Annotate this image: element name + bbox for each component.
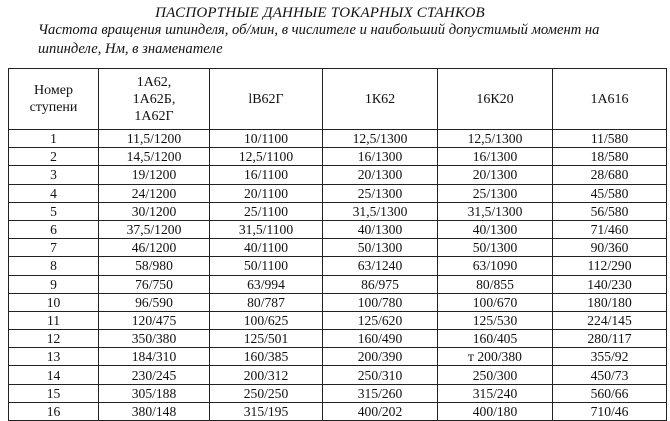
cell-1a62: 24/1200 — [99, 184, 210, 202]
table-row — [9, 130, 667, 148]
cell-1v62g: 16/1100 — [210, 166, 323, 184]
header-step-line-2: ступени — [29, 100, 78, 115]
cell-1a62: 19/1200 — [99, 166, 210, 184]
table-row — [9, 202, 667, 220]
cell-step: 2 — [9, 148, 99, 166]
cell-1k62: 200/390 — [323, 348, 438, 366]
cell-step: 1 — [9, 130, 99, 148]
cell-1a616: 18/580 — [553, 148, 667, 166]
table-row — [9, 402, 667, 420]
cell-1a62: 350/380 — [99, 330, 210, 348]
cell-1a62: 11,5/1200 — [99, 130, 210, 148]
subtitle — [38, 21, 638, 59]
cell-1a616: 90/360 — [553, 239, 667, 257]
cell-1v62g: 12,5/1100 — [210, 148, 323, 166]
cell-1a616: 355/92 — [553, 348, 667, 366]
cell-1k62: 25/1300 — [323, 184, 438, 202]
cell-1a616: 224/145 — [553, 311, 667, 329]
cell-1a62: 76/750 — [99, 275, 210, 293]
cell-1a62: 37,5/1200 — [99, 220, 210, 238]
header-step-line-1: Номер — [34, 83, 73, 98]
cell-1v62g: 31,5/1100 — [210, 220, 323, 238]
cell-16k20: 50/1300 — [438, 239, 553, 257]
cell-step: 14 — [9, 366, 99, 384]
cell-1k62: 50/1300 — [323, 239, 438, 257]
header-machine-1v62g: lВ62Г — [210, 69, 323, 130]
cell-1a616: 28/680 — [553, 166, 667, 184]
cell-step: 15 — [9, 384, 99, 402]
table-header-row — [9, 69, 667, 130]
cell-16k20: 16/1300 — [438, 148, 553, 166]
cell-1k62: 16/1300 — [323, 148, 438, 166]
table-row — [9, 311, 667, 329]
page-title: ПАСПОРТНЫЕ ДАННЫЕ ТОКАРНЫХ СТАНКОВ — [155, 5, 485, 21]
cell-1v62g: 80/787 — [210, 293, 323, 311]
cell-1a616: 140/230 — [553, 275, 667, 293]
cell-1v62g: 10/1100 — [210, 130, 323, 148]
cell-step: 13 — [9, 348, 99, 366]
cell-1k62: 400/202 — [323, 402, 438, 420]
cell-1v62g: 160/385 — [210, 348, 323, 366]
cell-1k62: 250/310 — [323, 366, 438, 384]
cell-1v62g: 63/994 — [210, 275, 323, 293]
cell-step: 8 — [9, 257, 99, 275]
cell-1k62: 12,5/1300 — [323, 130, 438, 148]
cell-1k62: 160/490 — [323, 330, 438, 348]
cell-16k20: 31,5/1300 — [438, 202, 553, 220]
cell-1a616: 280/117 — [553, 330, 667, 348]
cell-step: 11 — [9, 311, 99, 329]
cell-1a616: 112/290 — [553, 257, 667, 275]
cell-1k62: 63/1240 — [323, 257, 438, 275]
cell-1v62g: 100/625 — [210, 311, 323, 329]
cell-1v62g: 125/501 — [210, 330, 323, 348]
cell-step: 6 — [9, 220, 99, 238]
cell-step: 5 — [9, 202, 99, 220]
cell-1v62g: 315/195 — [210, 402, 323, 420]
cell-1v62g: 250/250 — [210, 384, 323, 402]
table-row — [9, 257, 667, 275]
cell-1a616: 71/460 — [553, 220, 667, 238]
cell-1k62: 125/620 — [323, 311, 438, 329]
cell-16k20: 20/1300 — [438, 166, 553, 184]
cell-1k62: 315/260 — [323, 384, 438, 402]
cell-16k20: 25/1300 — [438, 184, 553, 202]
cell-1a62: 14,5/1200 — [99, 148, 210, 166]
cell-1a62: 58/980 — [99, 257, 210, 275]
cell-16k20: 40/1300 — [438, 220, 553, 238]
cell-1a616: 180/180 — [553, 293, 667, 311]
cell-16k20: 315/240 — [438, 384, 553, 402]
cell-16k20: т 200/380 — [438, 348, 553, 366]
cell-step: 3 — [9, 166, 99, 184]
cell-1a62: 184/310 — [99, 348, 210, 366]
cell-1a62: 380/148 — [99, 402, 210, 420]
table-row — [9, 330, 667, 348]
cell-16k20: 250/300 — [438, 366, 553, 384]
cell-16k20: 12,5/1300 — [438, 130, 553, 148]
cell-1a616: 45/580 — [553, 184, 667, 202]
cell-step: 9 — [9, 275, 99, 293]
cell-1a616: 560/66 — [553, 384, 667, 402]
cell-16k20: 125/530 — [438, 311, 553, 329]
table-row — [9, 348, 667, 366]
table-row — [9, 184, 667, 202]
subtitle-line-2: шпинделе, Нм, в знаменателе — [38, 41, 223, 57]
header-1a62-line-3: 1А62Г — [134, 108, 174, 124]
table-row — [9, 275, 667, 293]
cell-1v62g: 200/312 — [210, 366, 323, 384]
table-row — [9, 220, 667, 238]
table-row — [9, 148, 667, 166]
header-machine-1a62 — [99, 69, 210, 130]
cell-1a62: 96/590 — [99, 293, 210, 311]
cell-1a616: 56/580 — [553, 202, 667, 220]
cell-1a62: 230/245 — [99, 366, 210, 384]
cell-1k62: 86/975 — [323, 275, 438, 293]
spindle-data-table — [8, 68, 667, 421]
header-machine-16k20: 16К20 — [438, 69, 553, 130]
cell-1k62: 20/1300 — [323, 166, 438, 184]
cell-step: 12 — [9, 330, 99, 348]
header-machine-1a616: 1А616 — [553, 69, 667, 130]
table-row — [9, 384, 667, 402]
cell-step: 7 — [9, 239, 99, 257]
cell-1v62g: 40/1100 — [210, 239, 323, 257]
cell-1k62: 40/1300 — [323, 220, 438, 238]
cell-1v62g: 20/1100 — [210, 184, 323, 202]
cell-16k20: 100/670 — [438, 293, 553, 311]
cell-1a616: 11/580 — [553, 130, 667, 148]
cell-step: 16 — [9, 402, 99, 420]
header-1a62-line-2: 1А62Б, — [132, 91, 176, 107]
table-row — [9, 366, 667, 384]
cell-16k20: 160/405 — [438, 330, 553, 348]
cell-1a616: 450/73 — [553, 366, 667, 384]
subtitle-line-1: Частота вращения шпинделя, об/мин, в числителе и наибольший допустимый момент на — [38, 22, 600, 38]
header-step-number — [9, 69, 99, 130]
cell-1a62: 120/475 — [99, 311, 210, 329]
table-row — [9, 166, 667, 184]
table-row — [9, 293, 667, 311]
cell-16k20: 80/855 — [438, 275, 553, 293]
cell-step: 10 — [9, 293, 99, 311]
cell-1k62: 31,5/1300 — [323, 202, 438, 220]
cell-1k62: 100/780 — [323, 293, 438, 311]
cell-1v62g: 25/1100 — [210, 202, 323, 220]
cell-1a62: 30/1200 — [99, 202, 210, 220]
cell-16k20: 400/180 — [438, 402, 553, 420]
cell-16k20: 63/1090 — [438, 257, 553, 275]
cell-step: 4 — [9, 184, 99, 202]
table-row — [9, 239, 667, 257]
cell-1a62: 46/1200 — [99, 239, 210, 257]
cell-1a616: 710/46 — [553, 402, 667, 420]
header-1a62-line-1: 1А62, — [136, 74, 172, 90]
cell-1v62g: 50/1100 — [210, 257, 323, 275]
cell-1a62: 305/188 — [99, 384, 210, 402]
header-machine-1k62: 1К62 — [323, 69, 438, 130]
